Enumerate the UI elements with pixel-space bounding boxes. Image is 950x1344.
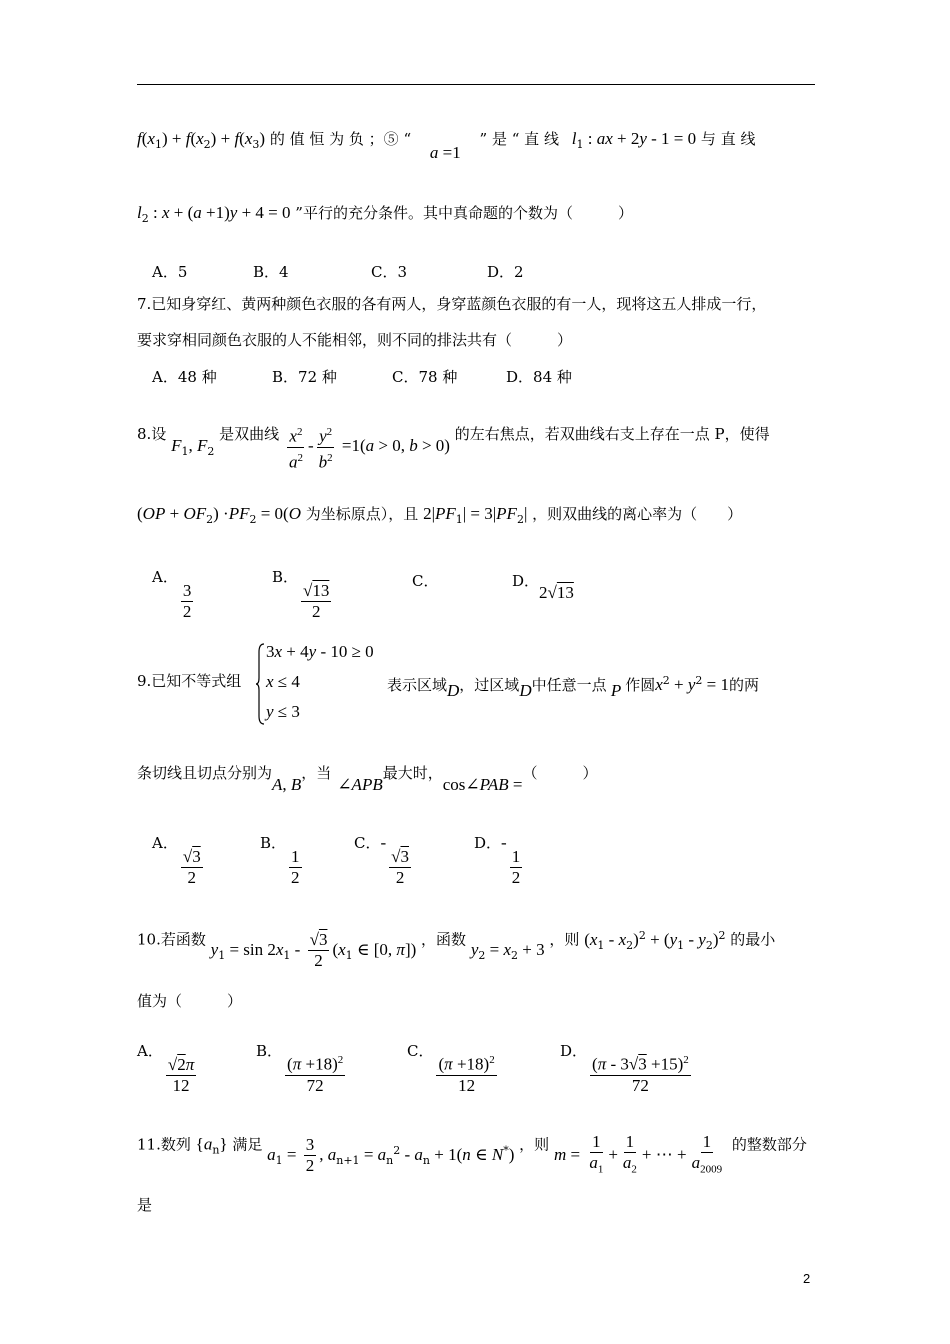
page-number: 2 xyxy=(803,1271,811,1286)
q9-line1-prefix: 9.已知不等式组 xyxy=(137,672,242,690)
q10-option-a: A． $\frac{√2\pi}{12}$ xyxy=(137,1042,195,1095)
q8-line2: $(OP + OF_2) \cdot PF_2 = 0(O$ 为坐标原点），且 $2|PF_1| = 3|PF_2|$ ，则双曲线的离心率为（ ） xyxy=(137,504,743,526)
q7-option-a: A．48 种 xyxy=(152,368,217,386)
inequality-system: 3x + 4y - 10 ≥ 0 x ≤ 4 y ≤ 3 xyxy=(256,642,388,726)
q9-option-b: B． $\frac{1}{2}$ xyxy=(260,834,300,887)
q9-option-a: A． $\frac{√3}{2}$ xyxy=(152,834,201,887)
q10-option-c: C． $\frac{(\pi +18)^2}{12}$ xyxy=(407,1042,495,1095)
header-rule xyxy=(137,84,815,85)
q7-option-b: B．72 种 xyxy=(272,368,337,386)
q10-option-d: D． $\frac{(\pi - 3√3 +15)^2}{72}$ xyxy=(560,1042,689,1095)
q10-line2: 值为（ ） xyxy=(137,992,243,1010)
q10-line1: 10.若函数 $y_1 = \sin 2x_1$ - $\frac{√3}{2}$ ($x_1$ ∈ [0, π]) ，函数 $y_2 = x_2 + 3$ ，则 $(x_1 - x_2)^2 + (y_1 - y_2)^2$ 的最小 xyxy=(137,928,776,970)
q9-option-d: D．- $\frac{1}{2}$ xyxy=(474,833,521,887)
q9-option-c: C．- $\frac{√3}{2}$ xyxy=(354,833,409,887)
q11-line2: 是 xyxy=(137,1196,153,1214)
q7-line1: 7.已知身穿红、黄两种颜色衣服的各有两人，身穿蓝颜色衣服的有一人，现将这五人排成一行， xyxy=(137,295,767,313)
q6-option-d: D．2 xyxy=(487,263,524,281)
q6-option-c: C．3 xyxy=(371,263,408,281)
q8-option-b: B． $\frac{√13}{2}$ xyxy=(272,568,330,621)
q6-option-b: B．4 xyxy=(253,263,289,281)
q6-line1: $f(x_1) + f(x_2) + f(x_3)$ 的 值 恒 为 负 ；⑤ “ a =1 ” 是 “ 直 线 $l_1$ : ax + 2y - 1 = 0 与 直 线 xyxy=(137,129,756,162)
q9-line1-rest: 表示区域D，过区域D中任意一点 P 作圆$x^2 + y^2 = 1$的两 xyxy=(387,674,759,700)
q11-line1: 11.数列 $\{a_n\}$ 满足 $a_1$ = $\frac{3}{2}$ , $a_{n+1} = a_n^2 - a_n + 1(n$ ∈ N*) ，则 m = $\frac{1}{a_1}$ + $\frac{1}{a_2}$ + ⋯ + $\frac{1}{a_{2009}}$ 的整数部分 xyxy=(137,1132,807,1176)
q7-line2: 要求穿相同颜色衣服的人不能相邻，则不同的排法共有（ ） xyxy=(137,331,573,349)
q7-option-c: C．78 种 xyxy=(392,368,458,386)
q8-option-a: A． $\frac{3}{2}$ xyxy=(152,568,192,621)
q9-line2: 条切线且切点分别为A, B，当∠APB最大时，cos∠PAB =（ ） xyxy=(137,764,598,794)
q6-option-a: A．5 xyxy=(152,263,188,281)
q8-option-c: C． xyxy=(412,572,439,590)
q7-option-d: D．84 种 xyxy=(506,368,572,386)
q8-option-d: D．2√13 xyxy=(512,572,574,602)
q8-line1: 8.设 $F_1$, $F_2$ 是双曲线 $\frac{x^2}{a^2}$ - $\frac{y^2}{b^2}$ =1(a > 0, b > 0) 的左右焦点，若双曲线右支上存在一点 P，使得 xyxy=(137,410,770,460)
q10-option-b: B． $\frac{(\pi +18)^2}{72}$ xyxy=(256,1042,344,1095)
q6-line2: $l_2$ : x + (a +1)y + 4 = 0 ”平行的充分条件。其中真命题的个数为（ ） xyxy=(137,203,633,225)
brace-icon xyxy=(256,642,266,726)
